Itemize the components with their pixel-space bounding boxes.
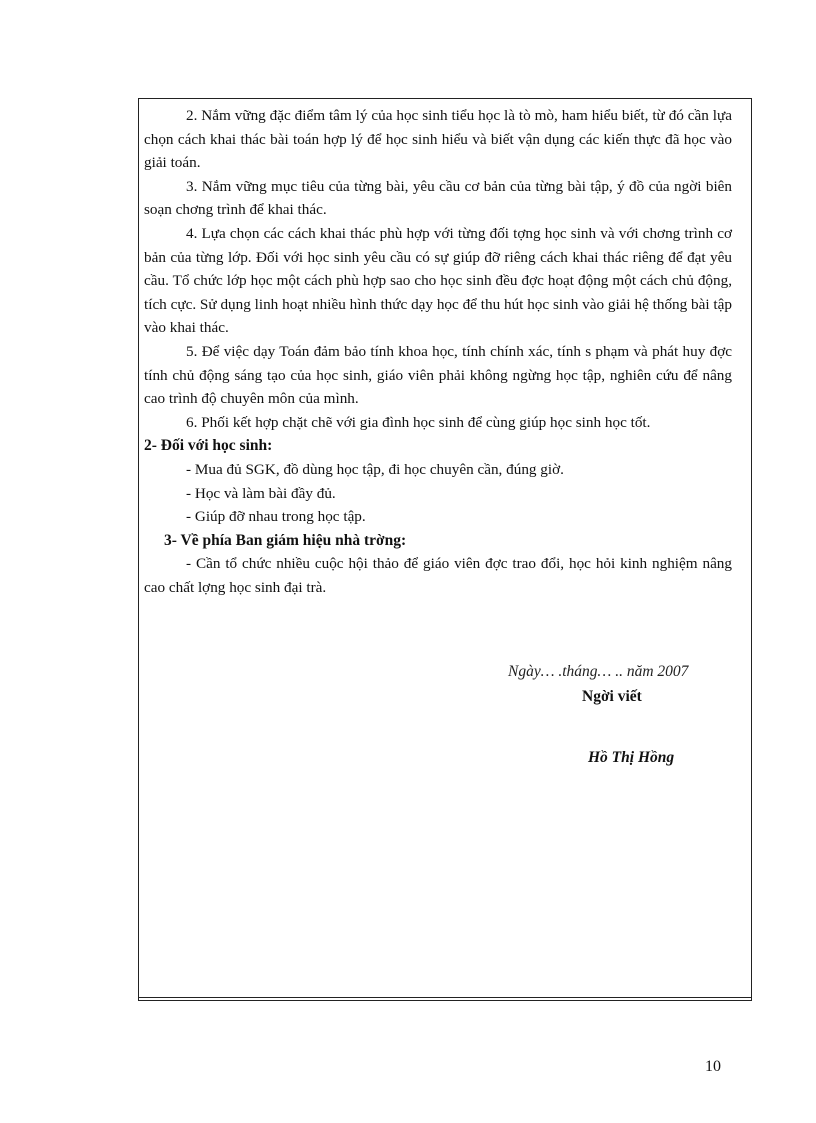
section-2-item-2: - Học và làm bài đầy đủ. [186, 484, 336, 502]
section-2-item-1: - Mua đủ SGK, đồ dùng học tập, đi học chuyên cần, đúng giờ. [186, 460, 564, 478]
signature-name: Hồ Thị Hồng [588, 749, 675, 766]
paragraph-2: 2. Nắm vững đặc điểm tâm lý của học sinh tiểu học là tò mò, ham hiểu biết, từ đó cần lựa chọn cách khai thác bài toán hợp lý để học sinh hiểu và biết vận dụng các kiến thực đã học vào giải toán. [144, 107, 732, 172]
section-3-heading: 3- Về phía Ban giám hiệu nhà trờng: [164, 531, 407, 549]
section-2-item-3: - Giúp đỡ nhau trong học tập. [186, 508, 366, 526]
signature-date: Ngày… .tháng… .. năm 2007 [508, 663, 689, 680]
page-border-bottom-double [138, 997, 752, 1001]
signature-role: Ngời viết [582, 688, 642, 705]
paragraph-5: 5. Để việc dạy Toán đảm bảo tính khoa học, tính chính xác, tính s phạm và phát huy đợc tính chủ động sáng tạo của học sinh, giáo viên phải không ngừng học tập, nghiên cứu để nâng cao trình độ chuyên môn của mình. [144, 342, 732, 408]
page-number: 10 [705, 1058, 721, 1075]
document-body [144, 104, 732, 599]
paragraph-4: 4. Lựa chọn các cách khai thác phù hợp với từng đối tợng học sinh và với chơng trình cơ bản của từng lớp. Đối với học sinh yêu cầu có sự giúp đỡ riêng cách khai thác riêng để đạt yêu cầu. Tổ chức lớp học một cách phù hợp sao cho học sinh đều đợc hoạt động một cách chủ động, tích cực. Sử dụng linh hoạt nhiều hình thức dạy học để thu hút học sinh vào giải hệ thống bài tập vào khai thác. [144, 224, 732, 337]
section-3-paragraph: - Cần tổ chức nhiều cuộc hội thảo để giáo viên đợc trao đổi, học hỏi kinh nghiệm nâng cao chất lợng học sinh đại trà. [144, 555, 732, 596]
paragraph-3: 3. Nắm vững mục tiêu của từng bài, yêu cầu cơ bản của từng bài tập, ý đồ của ngời biên soạn chơng trình để khai thác. [144, 177, 732, 219]
paragraph-6: 6. Phối kết hợp chặt chẽ với gia đình học sinh để cùng giúp học sinh học tốt. [186, 413, 651, 431]
section-2-heading: 2- Đối với học sinh: [144, 437, 273, 455]
